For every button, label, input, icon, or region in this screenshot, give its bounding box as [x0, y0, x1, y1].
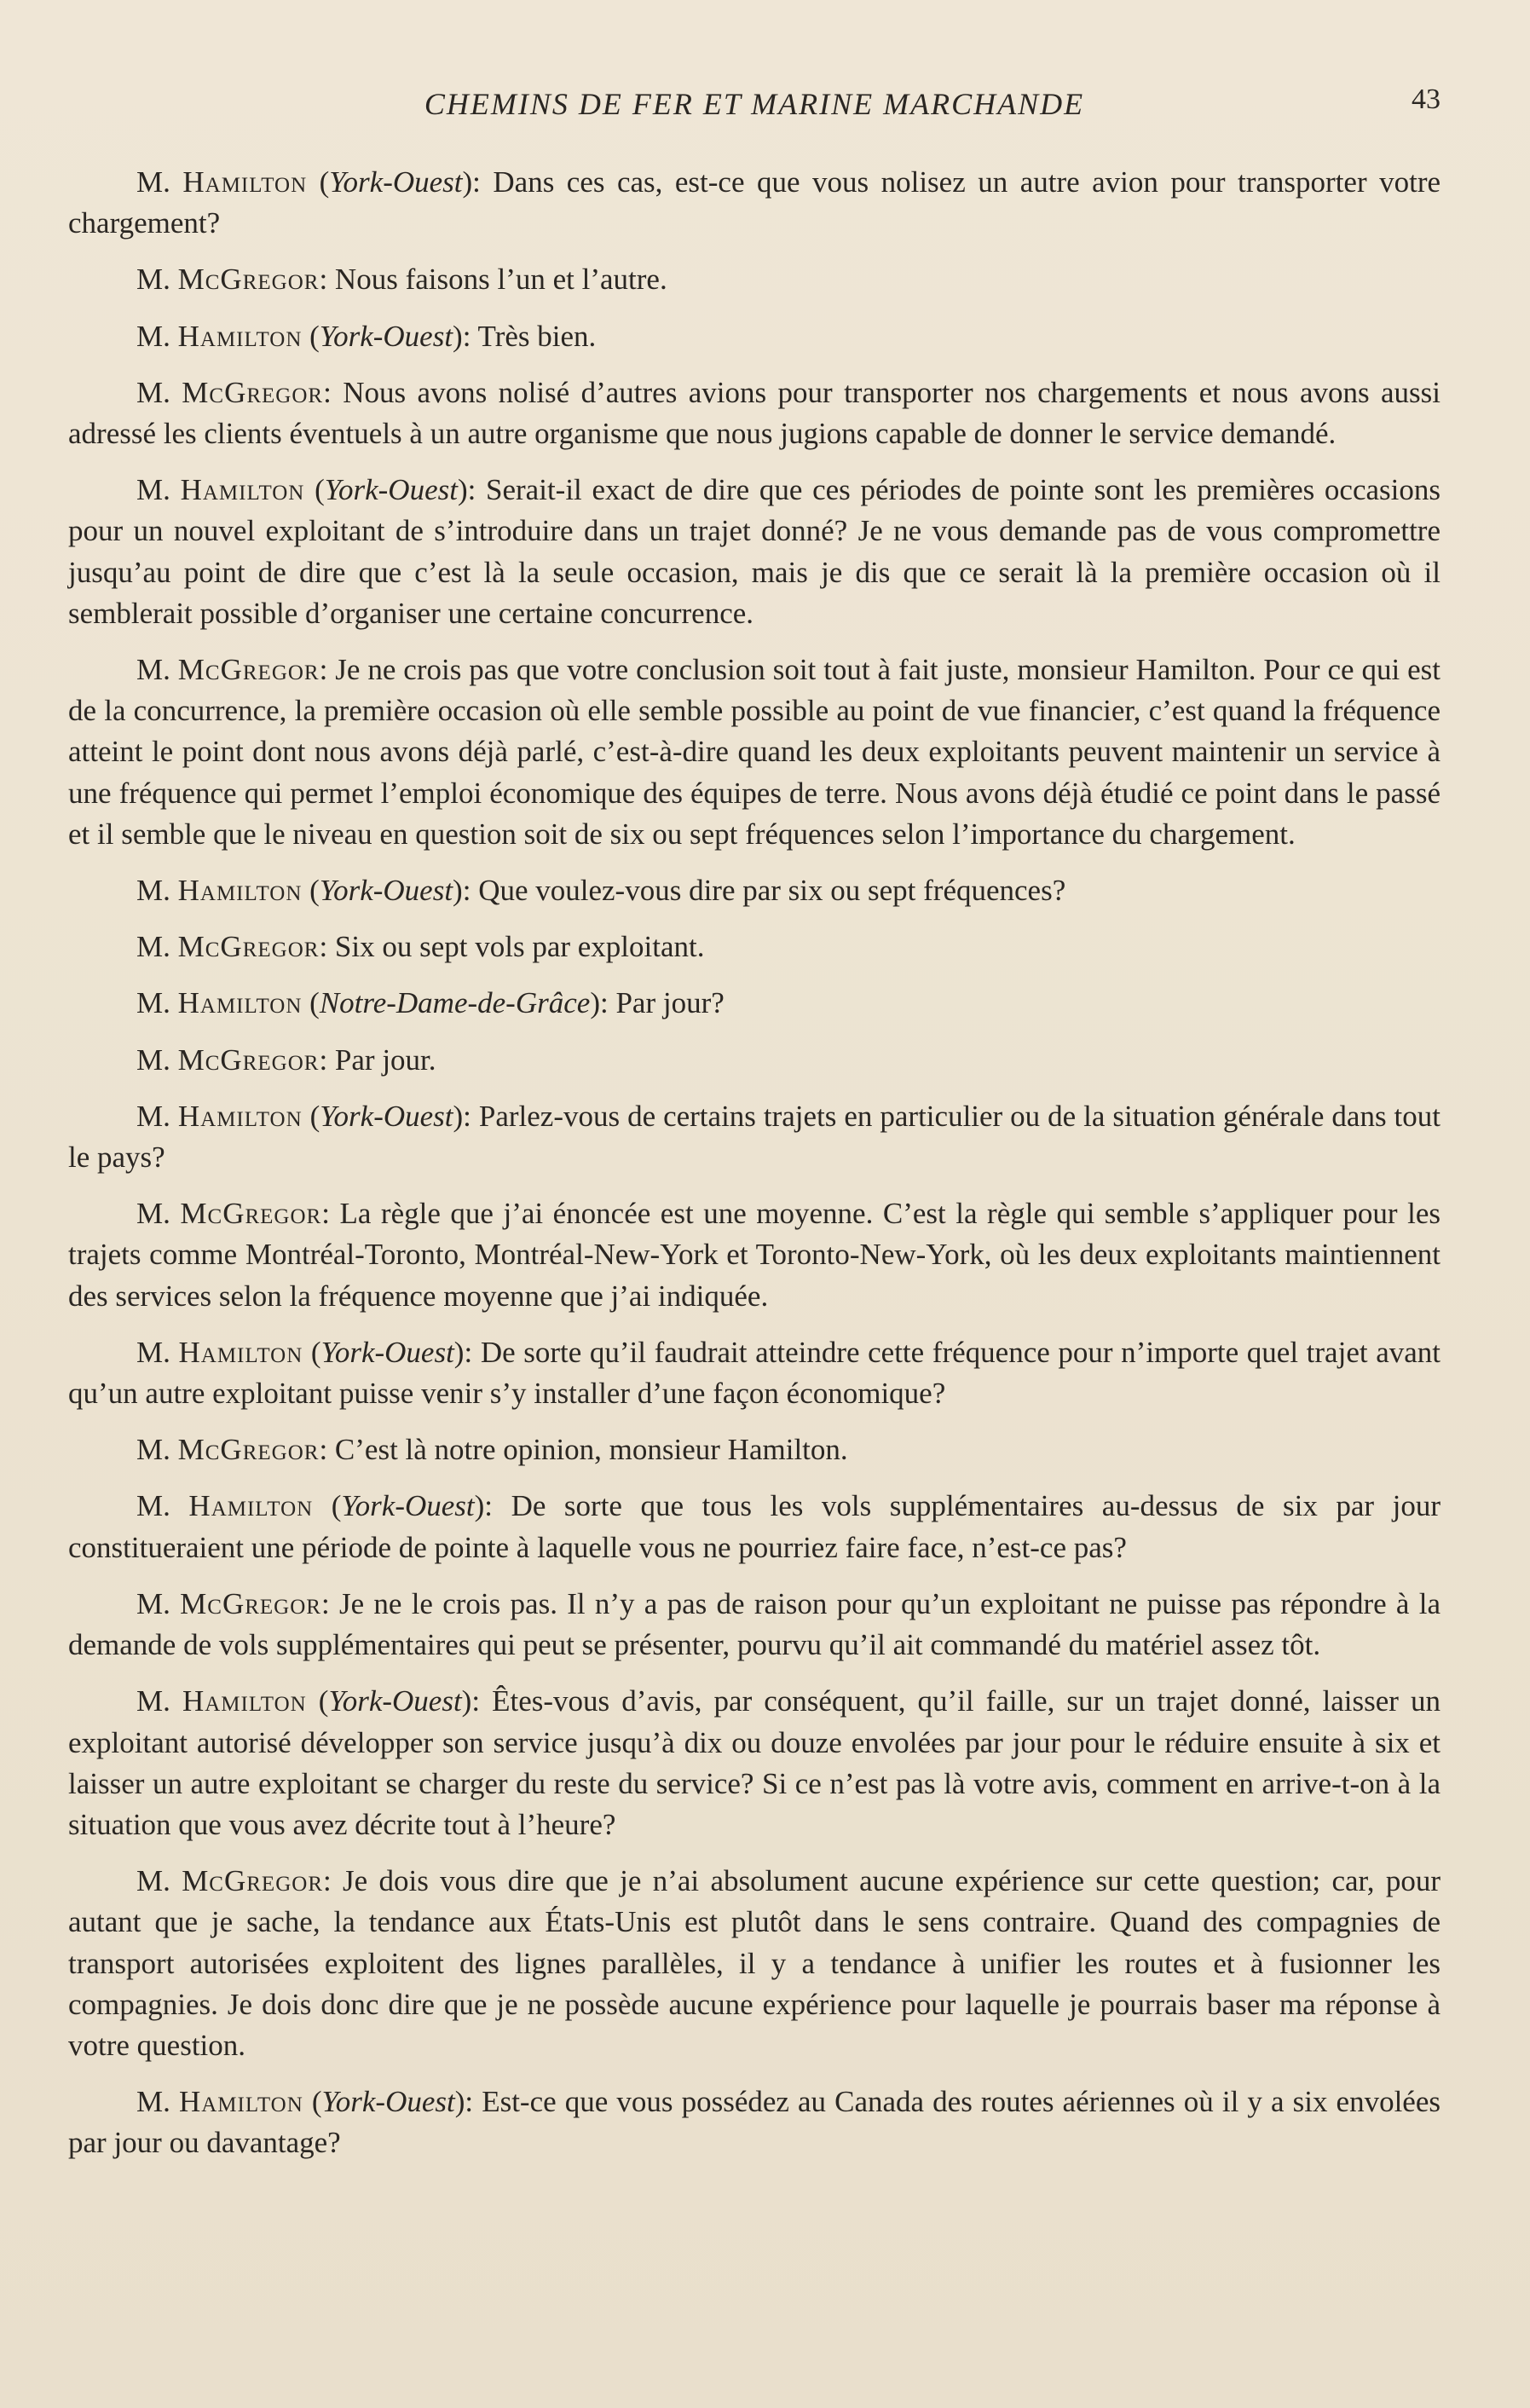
speaker-name: Hamilton — [177, 1099, 303, 1133]
exchange-paragraph: M. McGregor: C’est là notre opinion, monsieur Hamilton. — [136, 1433, 848, 1467]
speaker-name: Hamilton — [178, 1335, 303, 1369]
speaker-name: Hamilton — [188, 1489, 314, 1523]
exchange-text: Six ou sept vols par exploitant. — [334, 930, 705, 964]
exchange-text: Que voulez-vous dire par six ou sept fréquences? — [478, 874, 1066, 908]
exchange-text: Je ne crois pas que votre conclusion soit tout à fait juste, monsieur Hamilton. Pour ce qui est de la concurrence, la première occasion où elle semble possible au point de vue financier, c’est quand la fréquence atteint le point dont nous avons déjà parlé, c’est-à-dire quand les deux exploitants peuvent maintenir un service à une fréquence qui permet l’emploi économique des équipes de terre. Nous avons déjà étudié ce point dans le passé et il semble que le niveau en question soit de six ou sept fréquences selon l’importance du chargement. — [68, 653, 1441, 851]
exchange-paragraph: M. Hamilton (York-Ouest): Parlez-vous de certains trajets en particulier ou de la situation générale dans tout le pays? — [68, 1099, 1441, 1175]
transcript-body — [68, 162, 1441, 2180]
exchange-text: Parlez-vous de certains trajets en particulier ou de la situation générale dans tout le pays? — [68, 1099, 1441, 1175]
exchange-text: C’est là notre opinion, monsieur Hamilton. — [334, 1433, 848, 1467]
exchange-paragraph: M. McGregor: Nous avons nolisé d’autres avions pour transporter nos chargements et nous avons aussi adressé les clients éventuels à un autre organisme que nous jugions capable de donner le service demandé. — [68, 375, 1441, 451]
speaker-name: Hamilton — [177, 874, 303, 908]
exchange-text: Par jour? — [615, 986, 725, 1020]
page-number: 43 — [1412, 84, 1441, 115]
exchange-paragraph: M. Hamilton (York-Ouest): De sorte que tous les vols supplémentaires au-dessus de six par jour constitueraient une période de pointe à laquelle vous ne pourriez faire face, n’est-ce pas? — [68, 1489, 1441, 1564]
exchange-text: De sorte que tous les vols supplémentaires au-dessus de six par jour constitueraient une période de pointe à laquelle vous ne pourriez faire face, n’est-ce pas? — [68, 1489, 1441, 1564]
speaker-name: McGregor — [177, 653, 320, 687]
exchange-text: La règle que j’ai énoncée est une moyenne. C’est la règle qui semble s’appliquer pour les trajets comme Montréal-Toronto, Montréal-New-York et Toronto-New-York, où les deux exploitants maintiennent des services selon la fréquence moyenne que j’ai indiquée. — [68, 1197, 1441, 1313]
speaker-riding: Notre-Dame-de-Grâce — [319, 986, 591, 1020]
page-header — [68, 78, 1441, 130]
exchange-paragraph: M. Hamilton (York-Ouest): Êtes-vous d’avis, par conséquent, qu’il faille, sur un trajet donné, laisser un exploitant autorisé développer son service jusqu’à dix ou douze envolées par jour pour le réduire ensuite à six et laisser un autre exploitant se charger du reste du service? Si ce n’est pas là votre avis, comment en arrive-t-on à la situation que vous avez décrite tout à l’heure? — [68, 1684, 1441, 1841]
exchange-text: Je dois vous dire que je n’ai absolument aucune expérience sur cette question; car, pour autant que je sache, la tendance aux États-Unis est plutôt dans le sens contraire. Quand des compagnies de transport autorisées exploitent des lignes parallèles, il y a tendance à unifier les routes et à fusionner les compagnies. Je dois donc dire que je ne possède aucune expérience pour laquelle je pourrais baser ma réponse à votre question. — [68, 1864, 1441, 2062]
exchange-text: Très bien. — [477, 319, 597, 353]
speaker-riding: York-Ouest — [320, 1335, 454, 1369]
running-head: CHEMINS DE FER ET MARINE MARCHANDE — [424, 87, 1085, 121]
exchange-paragraph: M. Hamilton (Notre-Dame-de-Grâce): Par jour? — [136, 986, 725, 1020]
speaker-name: McGregor — [177, 1042, 320, 1077]
speaker-name: McGregor — [180, 1197, 322, 1231]
exchange-paragraph: M. Hamilton (York-Ouest): Serait-il exact de dire que ces périodes de pointe sont les premières occasions pour un nouvel exploitant de s’introduire dans un trajet donné? Je ne vous demande pas de vous compromettre jusqu’au point de dire que c’est là la seule occasion, mais je dis que ce serait là la première occasion où il semblerait possible d’organiser une certaine concurrence. — [68, 473, 1441, 630]
exchange-paragraph: M. Hamilton (York-Ouest): Est-ce que vous possédez au Canada des routes aériennes où il y a six envolées par jour ou davantage? — [68, 2085, 1441, 2160]
speaker-name: McGregor — [182, 375, 324, 409]
speaker-name: Hamilton — [182, 165, 308, 199]
exchange-paragraph: M. McGregor: Je ne le crois pas. Il n’y a pas de raison pour qu’un exploitant ne puisse pas répondre à la demande de vols supplémentaires qui peut se présenter, pourvu qu’il ait commandé du matériel assez tôt. — [68, 1586, 1441, 1662]
speaker-riding: York-Ouest — [329, 165, 463, 199]
speaker-riding: York-Ouest — [319, 874, 453, 908]
exchange-paragraph: M. Hamilton (York-Ouest): Dans ces cas, est-ce que vous nolisez un autre avion pour transporter votre chargement? — [68, 165, 1441, 240]
exchange-paragraph: M. McGregor: Je ne crois pas que votre conclusion soit tout à fait juste, monsieur Hamilton. Pour ce qui est de la concurrence, la première occasion où elle semble possible au point de vue financier, c’est quand la fréquence atteint le point dont nous avons déjà parlé, c’est-à-dire quand les deux exploitants peuvent maintenir un service à une fréquence qui permet l’emploi économique des équipes de terre. Nous avons déjà étudié ce point dans le passé et il semble que le niveau en question soit de six ou sept fréquences selon l’importance du chargement. — [68, 653, 1441, 851]
exchange-paragraph: M. McGregor: Nous faisons l’un et l’autre. — [136, 263, 667, 297]
speaker-name: Hamilton — [178, 2085, 303, 2119]
exchange-paragraph: M. McGregor: Six ou sept vols par exploitant. — [136, 930, 705, 964]
speaker-riding: York-Ouest — [341, 1489, 475, 1523]
speaker-name: McGregor — [177, 263, 320, 297]
exchange-text: De sorte qu’il faudrait atteindre cette fréquence pour n’importe quel trajet avant qu’un autre exploitant puisse venir s’y installer d’une façon économique? — [68, 1335, 1441, 1411]
speaker-name: Hamilton — [177, 319, 303, 353]
exchange-text: Est-ce que vous possédez au Canada des routes aériennes où il y a six envolées par jour ou davantage? — [68, 2085, 1441, 2160]
exchange-paragraph: M. McGregor: Je dois vous dire que je n’ai absolument aucune expérience sur cette question; car, pour autant que je sache, la tendance aux États-Unis est plutôt dans le sens contraire. Quand des compagnies de transport autorisées exploitent des lignes parallèles, il y a tendance à unifier les routes et à fusionner les compagnies. Je dois donc dire que je ne possède aucune expérience pour laquelle je pourrais baser ma réponse à votre question. — [68, 1864, 1441, 2062]
exchange-text: Nous avons nolisé d’autres avions pour transporter nos chargements et nous avons aussi adressé les clients éventuels à un autre organisme que nous jugions capable de donner le service demandé. — [68, 375, 1441, 451]
speaker-name: McGregor — [182, 1864, 323, 1898]
speaker-riding: York-Ouest — [320, 1099, 453, 1133]
speaker-name: Hamilton — [177, 986, 303, 1020]
exchange-text: Serait-il exact de dire que ces périodes de pointe sont les premières occasions pour un nouvel exploitant de s’introduire dans un trajet donné? Je ne vous demande pas de vous compromettre jusqu’au point de dire que c’est là la seule occasion, mais je dis que ce serait là la première occasion où il semblerait possible d’organiser une certaine concurrence. — [68, 473, 1441, 630]
exchange-paragraph: M. Hamilton (York-Ouest): De sorte qu’il faudrait atteindre cette fréquence pour n’importe quel trajet avant qu’un autre exploitant puisse venir s’y installer d’une façon économique? — [68, 1335, 1441, 1411]
exchange-text: Je ne le crois pas. Il n’y a pas de raison pour qu’un exploitant ne puisse pas répondre à la demande de vols supplémentaires qui peut se présenter, pourvu qu’il ait commandé du matériel assez tôt. — [68, 1586, 1441, 1662]
speaker-name: McGregor — [177, 1433, 320, 1467]
exchange-paragraph: M. McGregor: Par jour. — [136, 1042, 436, 1077]
exchange-paragraph: M. Hamilton (York-Ouest): Que voulez-vous dire par six ou sept fréquences? — [136, 874, 1066, 908]
speaker-riding: York-Ouest — [328, 1684, 462, 1718]
speaker-riding: York-Ouest — [319, 319, 453, 353]
exchange-paragraph: M. McGregor: La règle que j’ai énoncée est une moyenne. C’est la règle qui semble s’appliquer pour les trajets comme Montréal-Toronto, Montréal-New-York et Toronto-New-York, où les deux exploitants maintiennent des services selon la fréquence moyenne que j’ai indiquée. — [68, 1197, 1441, 1313]
speaker-name: Hamilton — [180, 473, 305, 507]
exchange-paragraph: M. Hamilton (York-Ouest): Très bien. — [136, 319, 597, 353]
exchange-text: Nous faisons l’un et l’autre. — [334, 263, 667, 297]
exchange-text: Êtes-vous d’avis, par conséquent, qu’il faille, sur un trajet donné, laisser un exploitant autorisé développer son service jusqu’à dix ou douze envolées par jour pour le réduire ensuite à six et laisser un autre exploitant se charger du reste du service? Si ce n’est pas là votre avis, comment en arrive-t-on à la situation que vous avez décrite tout à l’heure? — [68, 1684, 1441, 1841]
exchange-text: Par jour. — [334, 1042, 436, 1077]
exchange-text: Dans ces cas, est-ce que vous nolisez un autre avion pour transporter votre chargement? — [68, 165, 1441, 240]
speaker-name: McGregor — [177, 930, 320, 964]
speaker-name: Hamilton — [182, 1684, 307, 1718]
speaker-riding: York-Ouest — [324, 473, 458, 507]
speaker-riding: York-Ouest — [321, 2085, 455, 2119]
speaker-name: McGregor — [180, 1586, 321, 1620]
